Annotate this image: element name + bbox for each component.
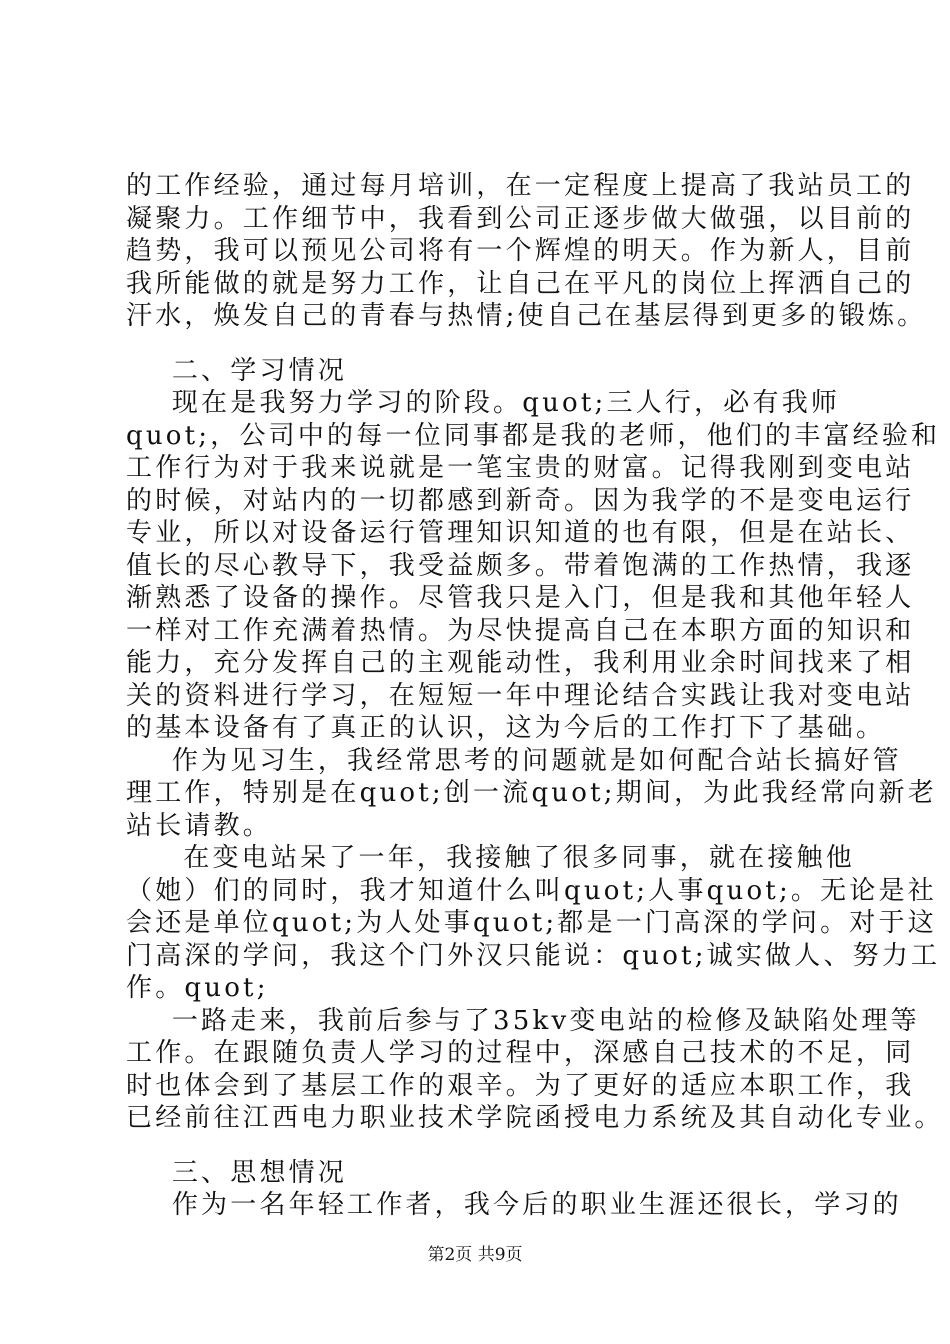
text-line: 作为一名年轻工作者，我今后的职业生涯还很长，学习的 (126, 1190, 902, 1220)
text-line: 一样对工作充满着热情。为尽快提高自己在本职方面的知识和 (126, 615, 915, 646)
text-line: quot;，公司中的每一位同事都是我的老师，他们的丰富经验和 (126, 420, 941, 451)
paragraph-spacer (126, 333, 846, 355)
text-line: 会还是单位quot;为人处事quot;都是一门高深的学问。对于这 (126, 908, 937, 938)
text-line: 时也体会到了基层工作的艰辛。为了更好的适应本职工作，我 (126, 1070, 915, 1101)
text-line: 能力，充分发挥自己的主观能动性，我利用业余时间找来了相 (126, 648, 915, 678)
text-line: 工作行为对于我来说就是一笔宝贵的财富。记得我刚到变电站 (126, 453, 915, 483)
text-line: 作。quot; (126, 973, 269, 1003)
paragraph-spacer (126, 1135, 846, 1157)
text-line: 的时候，对站内的一切都感到新奇。因为我学的不是变电运行 (126, 485, 915, 516)
text-line: 现在是我努力学习的阶段。quot;三人行，必有我师 (126, 388, 841, 418)
paragraph (126, 745, 937, 843)
page-number-footer: 第2页 共9页 (427, 1245, 523, 1265)
text-line: 渐熟悉了设备的操作。尽管我只是入门，但是我和其他年轻人 (126, 583, 915, 613)
paragraph (126, 1189, 902, 1222)
section-heading-study: 二、学习情况 (126, 355, 348, 386)
text-line: 的基本设备有了真正的认识，这为今后的工作打下了基础。 (126, 713, 886, 743)
text-line: 作为见习生，我经常思考的问题就是如何配合站长搞好管 (126, 745, 902, 776)
text-line: 工作。在跟随负责人学习的过程中，深感自己技术的不足，同 (126, 1038, 915, 1068)
paragraph (126, 842, 941, 1005)
text-line: 值长的尽心教导下，我受益颇多。带着饱满的工作热情，我逐 (126, 550, 915, 581)
text-line: 关的资料进行学习，在短短一年中理论结合实践让我对变电站 (126, 680, 915, 711)
text-line: 在变电站呆了一年，我接触了很多同事，就在接触他 (126, 843, 855, 873)
text-line: 一路走来，我前后参与了35kv变电站的检修及缺陷处理等 (126, 1005, 920, 1036)
document-body (126, 170, 944, 1222)
text-line: 已经前往江西电力职业技术学院函授电力系统及其自动化专业。 (126, 1103, 944, 1133)
text-line: 的工作经验，通过每月培训，在一定程度上提高了我站员工的 (126, 171, 915, 201)
text-line: 站长请教。 (126, 810, 273, 841)
paragraph (126, 170, 927, 333)
text-line: 汗水，焕发自己的青春与热情;使自己在基层得到更多的锻炼。 (126, 301, 927, 331)
text-line: （她）们的同时，我才知道什么叫quot;人事quot;。无论是社 (126, 875, 937, 906)
paragraph (126, 387, 941, 745)
text-line: 凝聚力。工作细节中，我看到公司正逐步做大做强，以目前的 (126, 203, 915, 234)
text-line: 专业，所以对设备运行管理知识知道的也有限，但是在站长、 (126, 518, 915, 548)
text-line: 我所能做的就是努力工作，让自己在平凡的岗位上挥洒自己的 (126, 268, 915, 299)
section-heading-thought: 三、思想情况 (126, 1157, 348, 1188)
text-line: 门高深的学问，我这个门外汉只能说：quot;诚实做人、努力工 (126, 940, 941, 971)
text-line: 趋势，我可以预见公司将有一个辉煌的明天。作为新人，目前 (126, 236, 915, 266)
text-line: 理工作，特别是在quot;创一流quot;期间，为此我经常向新老 (126, 778, 937, 808)
paragraph (126, 1005, 944, 1135)
